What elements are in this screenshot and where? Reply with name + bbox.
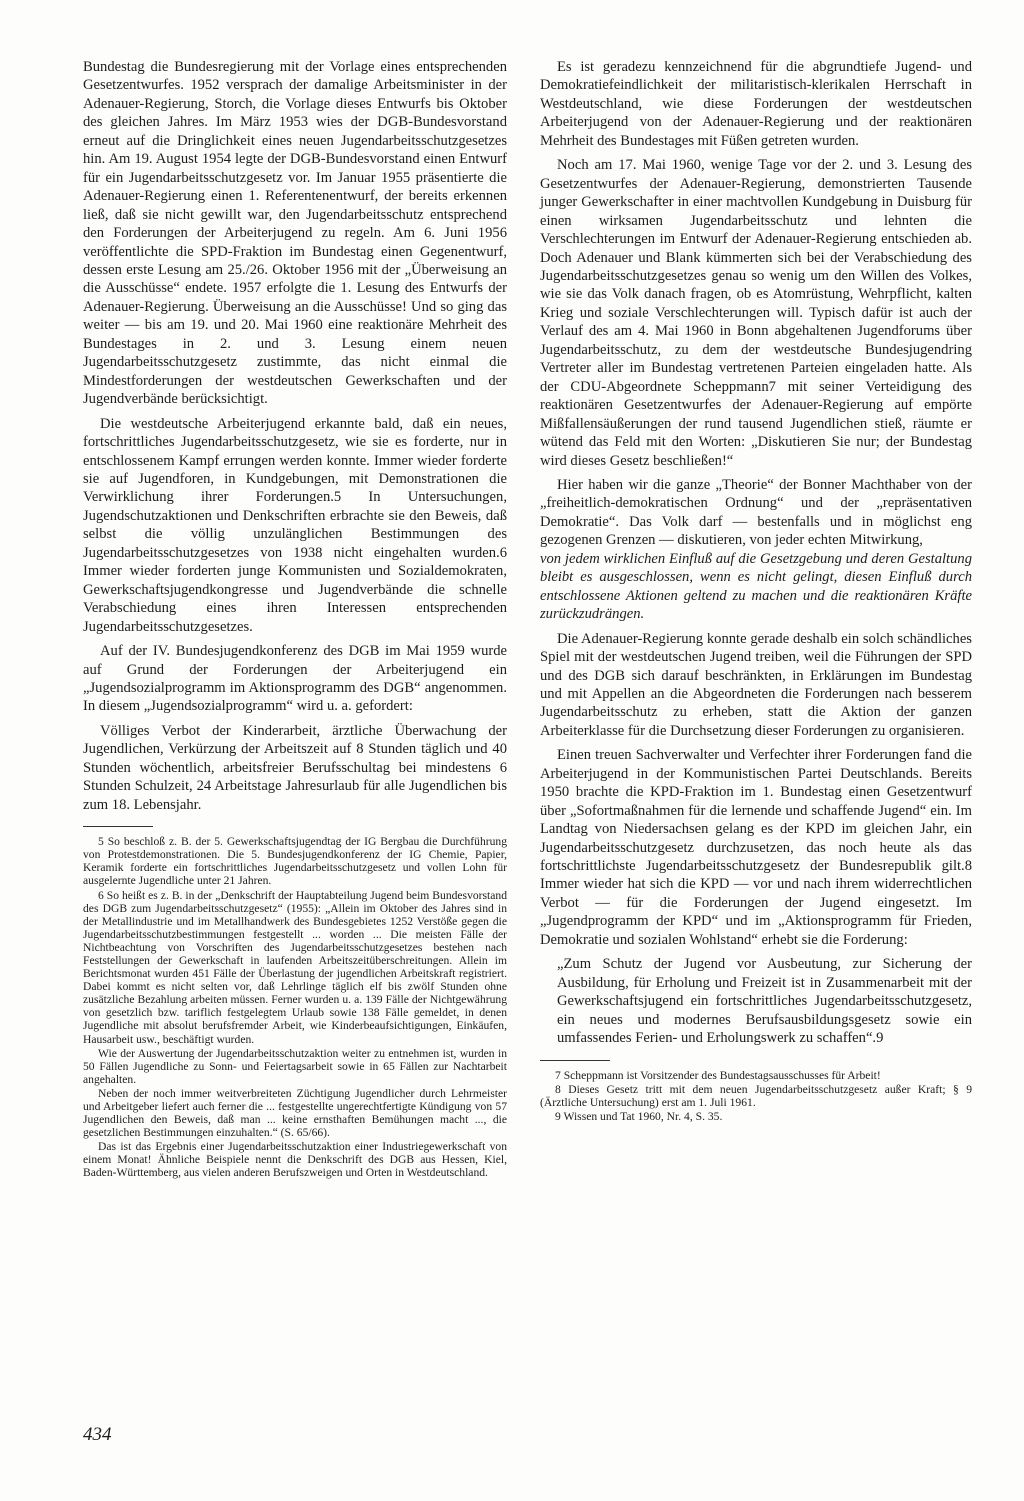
- page-number: 434: [83, 1424, 112, 1445]
- body-paragraph: Die Adenauer-Regierung konnte gerade deshalb ein solch schändliches Spiel mit der westdeutschen Jugend treiben, weil die Führungen der SPD und des DGB sich darauf beschränkten, in Erklärungen im Bundestag und mit Appellen an die Abgeordneten die Forderungen nach besserem Jugendarbeitsschutz zu erheben, statt die Aktion der ganzen Arbeiterklasse für die Durchsetzung dieser Forderungen zu organisieren.: [540, 630, 972, 739]
- body-paragraph: Es ist geradezu kennzeichnend für die abgrundtiefe Jugend- und Demokratiefeindlichkeit der militaristisch-klerikalen Herrschaft in Westdeutschland, wie diese Forderungen der westdeutschen Arbeiterjugend von der Adenauer-Regierung und der reaktionären Mehrheit des Bundestages mit Füßen getreten wurden.: [540, 59, 972, 149]
- footnote-6-continued: Wie der Auswertung der Jugendarbeitsschutzaktion weiter zu entnehmen ist, wurden in 50 Fällen Jugendliche zu Sonn- und Feiertagsarbeit sowie in 65 Fällen zur Nachtarbeit angehalten.: [83, 1046, 507, 1086]
- footnote-6: 6 So heißt es z. B. in der „Denkschrift der Hauptabteilung Jugend beim Bundesvorstand des DGB zum Jugendarbeitsschutzgesetz“ (1955): „Allein im Oktober des Jahres sind in der Metallindustrie und im Metallhandwerk des Bundesgebietes 1252 Verstöße gegen die Jugendarbeitsschutzbestimmungen festgestellt ... worden ... Die meisten Fälle der Nichtbeachtung von Vorschriften des Jugendarbeitsschutzgesetzes bestehen nach Feststellungen der Gewerkschaft in laufenden Arbeitszeitüberschreitungen. Allein im Berichtsmonat wurden 451 Fälle der Überlastung der jugendlichen Arbeitskraft registriert. Dabei kommt es nicht selten vor, daß Lehrlinge täglich elf bis zwölf Stunden ohne zusätzliche Bezahlung arbeiten müssen. Ferner wurden u. a. 139 Fälle der Nichtgewährung von gesetzlich bzw. tariflich festgelegtem Urlaub sowie 138 Fälle gemeldet, in denen Jugendliche mit absolut berufsfremder Arbeit, wie Kinderbeaufsichtigungen, Einkäufen, Hausarbeit usw., beschäftigt wurden.: [83, 888, 507, 1046]
- body-paragraph: Hier haben wir die ganze „Theorie“ der Bonner Machthaber von der „freiheitlich-demokratischen Ordnung“ und der „repräsentativen Demokratie“. Das Volk darf — bestenfalls und in möglichst eng gezogenen Grenzen — diskutieren, von jeder echten Mitwirkung,: [540, 476, 972, 549]
- footnote-8: 8 Dieses Gesetz tritt mit dem neuen Jugendarbeitsschutzgesetz außer Kraft; § 9 (Ärztliche Untersuchung) erst am 1. Juli 1961.: [540, 1082, 972, 1109]
- italic-emphasis-paragraph: von jedem wirklichen Einfluß auf die Gesetzgebung und deren Gestaltung bleibt es ausgeschlossen, wenn es nicht gelingt, diesen Einfluß durch entschlossene Aktionen geltend zu machen und die reaktionären Kräfte zurückzudrängen.: [540, 550, 972, 623]
- body-paragraph: Bundestag die Bundesregierung mit der Vorlage eines entsprechenden Gesetzentwurfes. 1952 versprach der damalige Arbeitsminister in der Adenauer-Regierung, Storch, die Vorlage dieses Entwurfs bis Oktober des gleichen Jahres. Im März 1953 wies der DGB-Bundesvorstand erneut auf die Dringlichkeit eines neuen Jugendarbeitsschutzgesetzes hin. Am 19. August 1954 legte der DGB-Bundesvorstand einen Entwurf für ein Jugendarbeitsschutzgesetz vor. Im Januar 1955 präsentierte die Adenauer-Regierung einen 1. Referentenentwurf, der bereits erkennen ließ, daß sie nicht gewillt war, den Jugendarbeitsschutz entsprechend den Forderungen der Arbeiterjugend zu regeln. Am 6. Juni 1956 veröffentlichte die SPD-Fraktion im Bundestag einen Gegenentwurf, dessen erste Lesung am 25./26. Oktober 1956 mit der „Überweisung an die Ausschüsse“ endete. 1957 erfolgte die 1. Lesung des Entwurfs der Adenauer-Regierung. Überweisung an die Ausschüsse! Und so ging das weiter — bis am 19. und 20. Mai 1960 eine reaktionäre Mehrheit des Bundestages in 2. und 3. Lesung einem neuen Jugendarbeitsschutzgesetz zustimmte, das nicht einmal die Mindestforderungen der westdeutschen Gewerkschaften und der Jugendverbände berücksichtigt.: [83, 59, 507, 408]
- footnote-6-continued: Das ist das Ergebnis einer Jugendarbeitsschutzaktion einer Industriegewerkschaft von einem Monat! Ähnliche Beispiele nennt die Denkschrift des DGB aus Hessen, Kiel, Baden-Württemberg, aus vielen anderen Berufszweigen und Orten in Westdeutschland.: [83, 1140, 507, 1180]
- body-paragraph: Die westdeutsche Arbeiterjugend erkannte bald, daß ein neues, fortschrittliches Jugendarbeitsschutzgesetz, wie sie es forderte, nur in entschlossenem Kampf errungen werden konnte. Immer wieder forderte sie auf Jugendforen, in Kundgebungen, mit Demonstrationen die Verwirklichung ihrer Forderungen.5 In Untersuchungen, Jugendschutzaktionen und Denkschriften erbrachte sie den Beweis, daß selbst die völlig unzulänglichen Bestimmungen des Jugendarbeitsschutzgesetzes von 1938 nicht eingehalten wurden.6 Immer wieder forderten junge Kommunisten und Sozialdemokraten, Gewerkschaftsjugendkongresse und Jugendverbände die schnelle Verabschiedung eines ihren Interessen entsprechenden Jugendarbeitsschutzgesetzes.: [83, 415, 507, 635]
- footnote-divider: [83, 826, 153, 827]
- right-column: [540, 58, 972, 1124]
- footnote-6-continued: Neben der noch immer weitverbreiteten Züchtigung Jugendlicher durch Lehrmeister und Arbeitgeber liefert auch ferner die ... festgestellte ungerechtfertigte Kündigung von 57 Jugendlichen den Beweis, daß man ... keine ernsthaften Bemühungen macht ..., die gesetzlichen Bestimmungen einzuhalten.“ (S. 65/66).: [83, 1086, 507, 1140]
- footnote-7: 7 Scheppmann ist Vorsitzender des Bundestagsausschusses für Arbeit!: [555, 1068, 881, 1082]
- body-paragraph: Auf der IV. Bundesjugendkonferenz des DGB im Mai 1959 wurde auf Grund der Forderungen der Arbeiterjugend ein „Jugendsozialprogramm im Aktionsprogramm des DGB“ angenommen. In diesem „Jugendsozialprogramm“ wird u. a. gefordert:: [83, 643, 507, 715]
- left-column: [83, 58, 507, 1181]
- footnote-divider: [540, 1060, 610, 1061]
- body-paragraph: Einen treuen Sachverwalter und Verfechter ihrer Forderungen fand die Arbeiterjugend in der Kommunistischen Partei Deutschlands. Bereits 1950 brachte die KPD-Fraktion im 1. Bundestag einen Gesetzentwurf über „Sofortmaßnahmen für die lernende und schaffende Jugend“ ein. Im Landtag von Niedersachsen gelang es der KPD im gleichen Jahr, ein Jugendarbeitsschutzgesetz durchzusetzen, das noch heute als das fortschrittlichste Jugendarbeitsschutzgesetz der Bundesrepublik gilt.8 Immer wieder hat sich die KPD — vor und nach ihrem widerrechtlichen Verbot — für die Forderungen der Jugend eingesetzt. Im „Jugendprogramm der KPD“ und im „Aktionsprogramm für Frieden, Demokratie und sozialen Wohlstand“ erhebt sie die Forderung:: [540, 747, 972, 948]
- footnote-9: 9 Wissen und Tat 1960, Nr. 4, S. 35.: [555, 1109, 723, 1123]
- footnote-5: 5 So beschloß z. B. der 5. Gewerkschaftsjugendtag der IG Bergbau die Durchführung von Protestdemonstrationen. Die 5. Bundesjugendkonferenz der IG Chemie, Papier, Keramik forderte ein fortschrittliches Jugendarbeitsschutzgesetz und vollen Lohn für ausgelernte Jugendliche unter 21 Jahren.: [83, 835, 507, 888]
- program-quote-paragraph: Völliges Verbot der Kinderarbeit, ärztliche Überwachung der Jugendlichen, Verkürzung der Arbeitszeit auf 8 Stunden täglich und 40 Stunden wöchentlich, arbeitsfreier Berufsschultag bei mindestens 6 Stunden Schulzeit, 24 Arbeitstage Jahresurlaub für alle Jugendlichen bis zum 18. Lebensjahr.: [83, 722, 507, 813]
- kpd-demand-quote: „Zum Schutz der Jugend vor Ausbeutung, zur Sicherung der Ausbildung, für Erholung und Freizeit ist in Zusammenarbeit mit der Gewerkschaftsjugend ein fortschrittliches Jugendarbeitsschutzgesetz, ein neues und modernes Berufsausbildungsgesetz sowie ein umfassendes Ferien- und Erholungswerk zu schaffen“.9: [557, 956, 972, 1047]
- body-paragraph: Noch am 17. Mai 1960, wenige Tage vor der 2. und 3. Lesung des Gesetzentwurfes der Adenauer-Regierung, demonstrierten Tausende junger Gewerkschafter in einer machtvollen Kundgebung in Duisburg für einen wirksamen Jugendarbeitsschutz und lehnten die Verschlechterungen im Entwurf der Adenauer-Regierung entschieden ab. Doch Adenauer und Blank kümmerten sich bei der Verabschiedung des Jugendarbeitsschutzgesetzes genau so wenig um den Willen des Volkes, wie sie das Volk danach fragen, ob es Atomrüstung, Wehrpflicht, kalten Krieg und soziale Verschlechterungen will. Typisch dafür ist auch der Verlauf des am 4. Mai 1960 in Bonn abgehaltenen Jugendforums über Jugendarbeitsschutz, zu dem der westdeutsche Bundesjugendring Vertreter aller im Bundestag vertretenen Parteien eingeladen hatte. Als der CDU-Abgeordnete Scheppmann7 mit seiner Verteidigung des reaktionären Gesetzentwurfes der Adenauer-Regierung auf empörte Mißfallensäußerungen der rund tausend Jugendlichen stieß, räumte er wütend das Feld mit den Worten: „Diskutieren Sie nur; der Bundestag wird dieses Gesetz beschließen!“: [540, 157, 972, 469]
